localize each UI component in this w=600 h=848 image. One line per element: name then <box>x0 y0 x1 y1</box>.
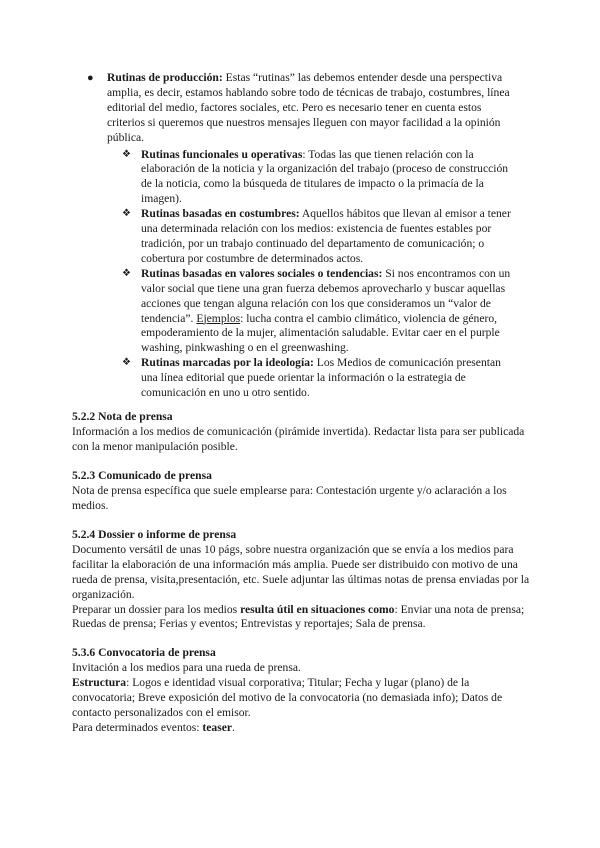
routine-title: Rutinas funcionales u operativas <box>141 147 303 161</box>
section-body: Nota de prensa específica que suele emplearse para: Contestación urgente y/o aclaración a los medios. <box>72 483 507 512</box>
section-convocatoria-de-prensa <box>72 646 532 735</box>
routine-text-continued: : lucha contra el cambio climático, violencia de género, empoderamiento de la mujer, alimentación saludable. Evitar caer en el purple washing, pinkwashing o en el greenwashing. <box>141 311 500 355</box>
routine-text: Si nos encontramos con un valor social que tiene una gran fuerza debemos aprovecharlo y buscar aquellas acciones que tengan alguna relación con los que consideramos un “valor de tendencia”. <box>141 266 511 325</box>
routine-title: Rutinas basadas en valores sociales o tendencias: <box>141 266 383 280</box>
list-item <box>122 147 517 208</box>
dossier-bold-phrase: resulta útil en situaciones como <box>240 602 395 616</box>
production-routines-bullet <box>87 71 517 401</box>
dossier-text-end: : Enviar una nota de prensa; Ruedas de prensa; Ferias y eventos; Entrevistas y reportajes; Sala de prensa. <box>72 602 525 631</box>
routines-sub-list <box>122 147 517 401</box>
diamond-bullet-icon: ❖ <box>122 208 131 220</box>
production-routines-text: Estas “rutinas” las debemos entender desde una perspectiva amplia, es decir, estamos hablando sobre todo de técnicas de trabajo, costumbres, línea editorial del medio, factores sociales, etc. Pero es necesario tener en cuenta estos criterios si queremos que nuestros mensajes lleguen con mayor facilidad a la opinión pública. <box>107 71 510 144</box>
diamond-bullet-icon: ❖ <box>122 357 131 369</box>
production-routines-title: Rutinas de producción: <box>107 71 223 84</box>
list-item <box>122 356 517 401</box>
section-heading: 5.2.3 Comunicado de prensa <box>72 469 212 482</box>
diamond-bullet-icon: ❖ <box>122 267 131 279</box>
dossier-text-start: Preparar un dossier para los medios <box>72 602 241 616</box>
examples-underlined: Ejemplos <box>196 311 241 325</box>
list-item <box>122 266 517 356</box>
events-end: . <box>232 720 235 734</box>
section-heading: 5.2.2 Nota de prensa <box>72 410 173 423</box>
routine-title: Rutinas basadas en costumbres: <box>141 207 300 221</box>
structure-paragraph <box>72 676 532 721</box>
teaser-bold: teaser <box>202 720 232 734</box>
section-body: Información a los medios de comunicación (pirámide invertida). Redactar lista para ser publicada con la menor manipulación posible. <box>72 424 525 453</box>
bullet-dot-icon: ● <box>87 72 94 84</box>
routine-text: Aquellos hábitos que llevan al emisor a tener una determinada relación con los medios: existencia de fuentes estables por tradición, por un trabajo continuado del departamento de comunicación; o cobertura por costumbre de determinados actos. <box>141 207 511 265</box>
routine-text: Los Medios de comunicación presentan una línea editorial que puede orientar la información o la estrategia de comunicación en uno u otro sentido. <box>141 356 501 400</box>
section-nota-de-prensa <box>72 410 532 455</box>
structure-text: : Logos e identidad visual corporativa; Titular; Fecha y lugar (plano) de la convocatoria; Breve exposición del motivo de la convocatoria (no demasiada info); Datos de contacto personalizados con el emisor. <box>72 675 503 719</box>
structure-label: Estructura <box>72 675 127 689</box>
events-text: Para determinados eventos: <box>72 720 203 734</box>
production-routines-paragraph <box>107 71 517 146</box>
routine-text: : Todas las que tienen relación con la elaboración de la noticia y la organización del trabajo (proceso de construcción de la noticia, como la búsqueda de titulares de impacto o la primacía de la imagen). <box>141 147 509 206</box>
section-comunicado-de-prensa <box>72 469 532 514</box>
section-body-2 <box>72 603 532 633</box>
section-body: Documento versátil de unas 10 págs, sobre nuestra organización que se envía a los medios para facilitar la elaboración de una información más amplia. Puede ser distribuido con motivo de una rueda de prensa, visita,presentación, etc. Suele adjuntar las últimas notas de prensa enviadas por la organización. <box>72 542 530 601</box>
section-body: Invitación a los medios para una rueda de prensa. <box>72 660 301 674</box>
routine-title: Rutinas marcadas por la ideología: <box>141 356 314 370</box>
list-item <box>122 207 517 267</box>
section-dossier-de-prensa <box>72 528 532 632</box>
diamond-bullet-icon: ❖ <box>122 148 131 160</box>
section-heading: 5.2.4 Dossier o informe de prensa <box>72 528 237 541</box>
section-heading: 5.3.6 Convocatoria de prensa <box>72 646 216 659</box>
events-paragraph <box>72 721 532 736</box>
